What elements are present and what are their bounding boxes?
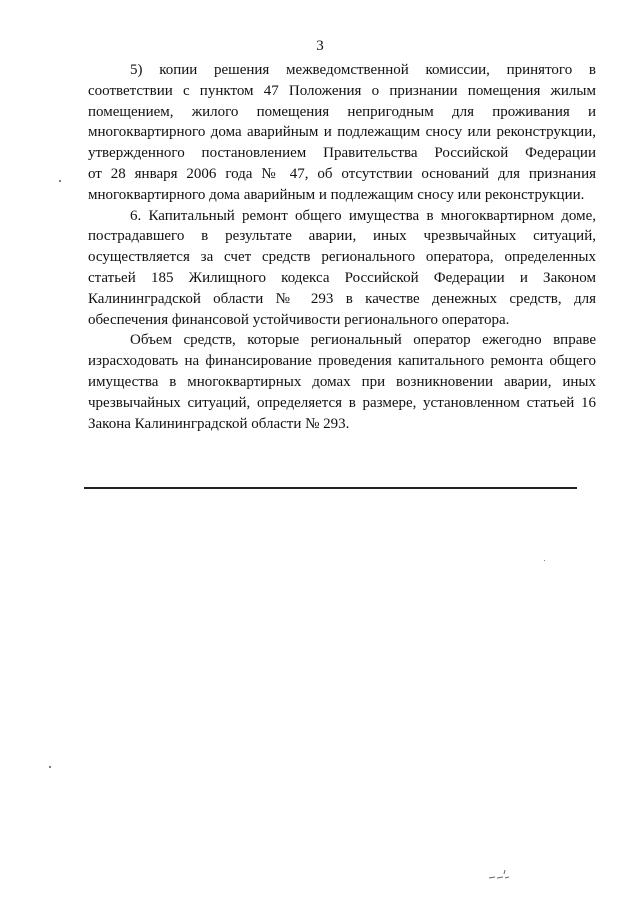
text-line: 5) копии решения межведомственной комиссии, принятого в (130, 62, 596, 78)
text-line: многоквартирного дома аварийным и подлежащим сносу или реконструкции. (88, 186, 585, 203)
scan-speck (59, 180, 61, 182)
paragraph-item-5 (88, 60, 596, 206)
text-line: Калининградской области № 293 в качестве денежных средств, для (88, 290, 596, 307)
text-line: многоквартирного дома аварийным и подлежащим сносу или реконструкции, (88, 124, 596, 141)
text-line: помещением, жилого помещения непригодным для проживания и (88, 103, 596, 120)
text-line: израсходовать на финансирование проведения капитального ремонта общего (88, 353, 596, 370)
text-line: осуществляется за счет средств регионального оператора, определенных (88, 249, 596, 266)
scan-speck (49, 766, 51, 768)
text-line: Закона Калининградской области № 293. (88, 415, 350, 432)
text-line: статьей 185 Жилищного кодекса Российской Федерации и Законом (88, 269, 596, 286)
text-line: от 28 января 2006 года № 47, об отсутствии оснований для признания (88, 165, 596, 182)
document-body (88, 60, 596, 434)
paragraph-item-6 (88, 206, 596, 331)
end-of-text-rule (84, 487, 577, 489)
text-line: утвержденного постановлением Правительства Российской Федерации (88, 145, 596, 162)
text-line: обеспечения финансовой устойчивости регионального оператора. (88, 311, 510, 328)
text-line: пострадавшего в результате аварии, иных чрезвычайных ситуаций, (88, 228, 596, 245)
scan-mark-icon (487, 868, 511, 882)
text-line: соответствии с пунктом 47 Положения о признании помещения жилым (88, 82, 596, 99)
page-number: 3 (316, 38, 324, 54)
text-line: имущества в многоквартирных домах при возникновении аварии, иных (88, 373, 596, 390)
text-line: 6. Капитальный ремонт общего имущества в многоквартирном доме, (130, 207, 596, 224)
text-line: Объем средств, которые региональный оператор ежегодно вправе (130, 332, 596, 349)
scan-speck (544, 560, 545, 561)
text-line: чрезвычайных ситуаций, определяется в размере, установленном статьей 16 (88, 394, 596, 411)
paragraph-funds (88, 330, 596, 434)
